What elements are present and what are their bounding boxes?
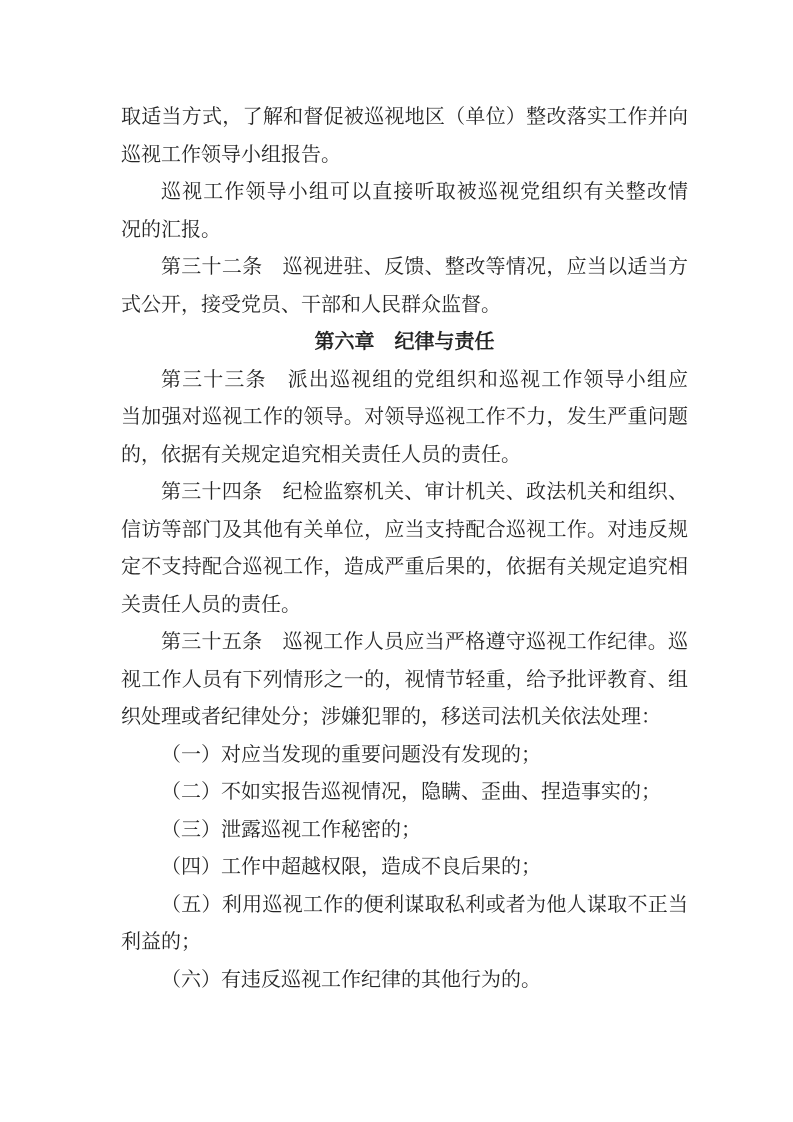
text-line: （四）工作中超越权限，造成不良后果的； [161,856,541,878]
text-line: （五）利用巡视工作的便利谋取私利或者为他人谋取不正当 [161,893,688,916]
text-line: 第三十五条 巡视工作人员应当严格遵守巡视工作纪律。巡 [161,631,688,653]
chapter-heading: 第六章 纪律与责任 [314,331,495,353]
text-line: 巡视工作领导小组可以直接听取被巡视党组织有关整改情 [161,181,688,203]
text-line: 视工作人员有下列情形之一的，视情节轻重，给予批评教育、组 [121,668,688,691]
text-line: 第三十三条 派出巡视组的党组织和巡视工作领导小组应 [161,368,688,391]
text-line: 的，依据有关规定追究相关责任人员的责任。 [121,443,521,466]
text-line: 巡视工作领导小组报告。 [121,143,341,166]
document-text-block [121,99,688,999]
text-line: 织处理或者纪律处分；涉嫌犯罪的，移送司法机关依法处理： [121,706,661,728]
text-line: 况的汇报。 [121,218,221,241]
text-line: 利益的； [121,931,201,953]
text-line: 取适当方式，了解和督促被巡视地区（单位）整改落实工作并向 [121,106,688,128]
text-line: 式公开，接受党员、干部和人民群众监督。 [121,293,501,316]
text-line: 第三十二条 巡视进驻、反馈、整改等情况，应当以适当方 [161,256,688,278]
text-line: 当加强对巡视工作的领导。对领导巡视工作不力，发生严重问题 [121,406,688,428]
text-line: 第三十四条 纪检监察机关、审计机关、政法机关和组织、 [161,481,688,503]
text-line: 关责任人员的责任。 [121,593,301,616]
text-line: （二）不如实报告巡视情况，隐瞒、歪曲、捏造事实的； [161,781,661,803]
text-line: （三）泄露巡视工作秘密的； [161,818,421,841]
text-line: （六）有违反巡视工作纪律的其他行为的。 [161,968,541,991]
text-line: 信访等部门及其他有关单位，应当支持配合巡视工作。对违反规 [121,518,688,541]
text-line: （一）对应当发现的重要问题没有发现的； [161,743,541,766]
text-line: 定不支持配合巡视工作，造成严重后果的，依据有关规定追究相 [121,556,688,578]
